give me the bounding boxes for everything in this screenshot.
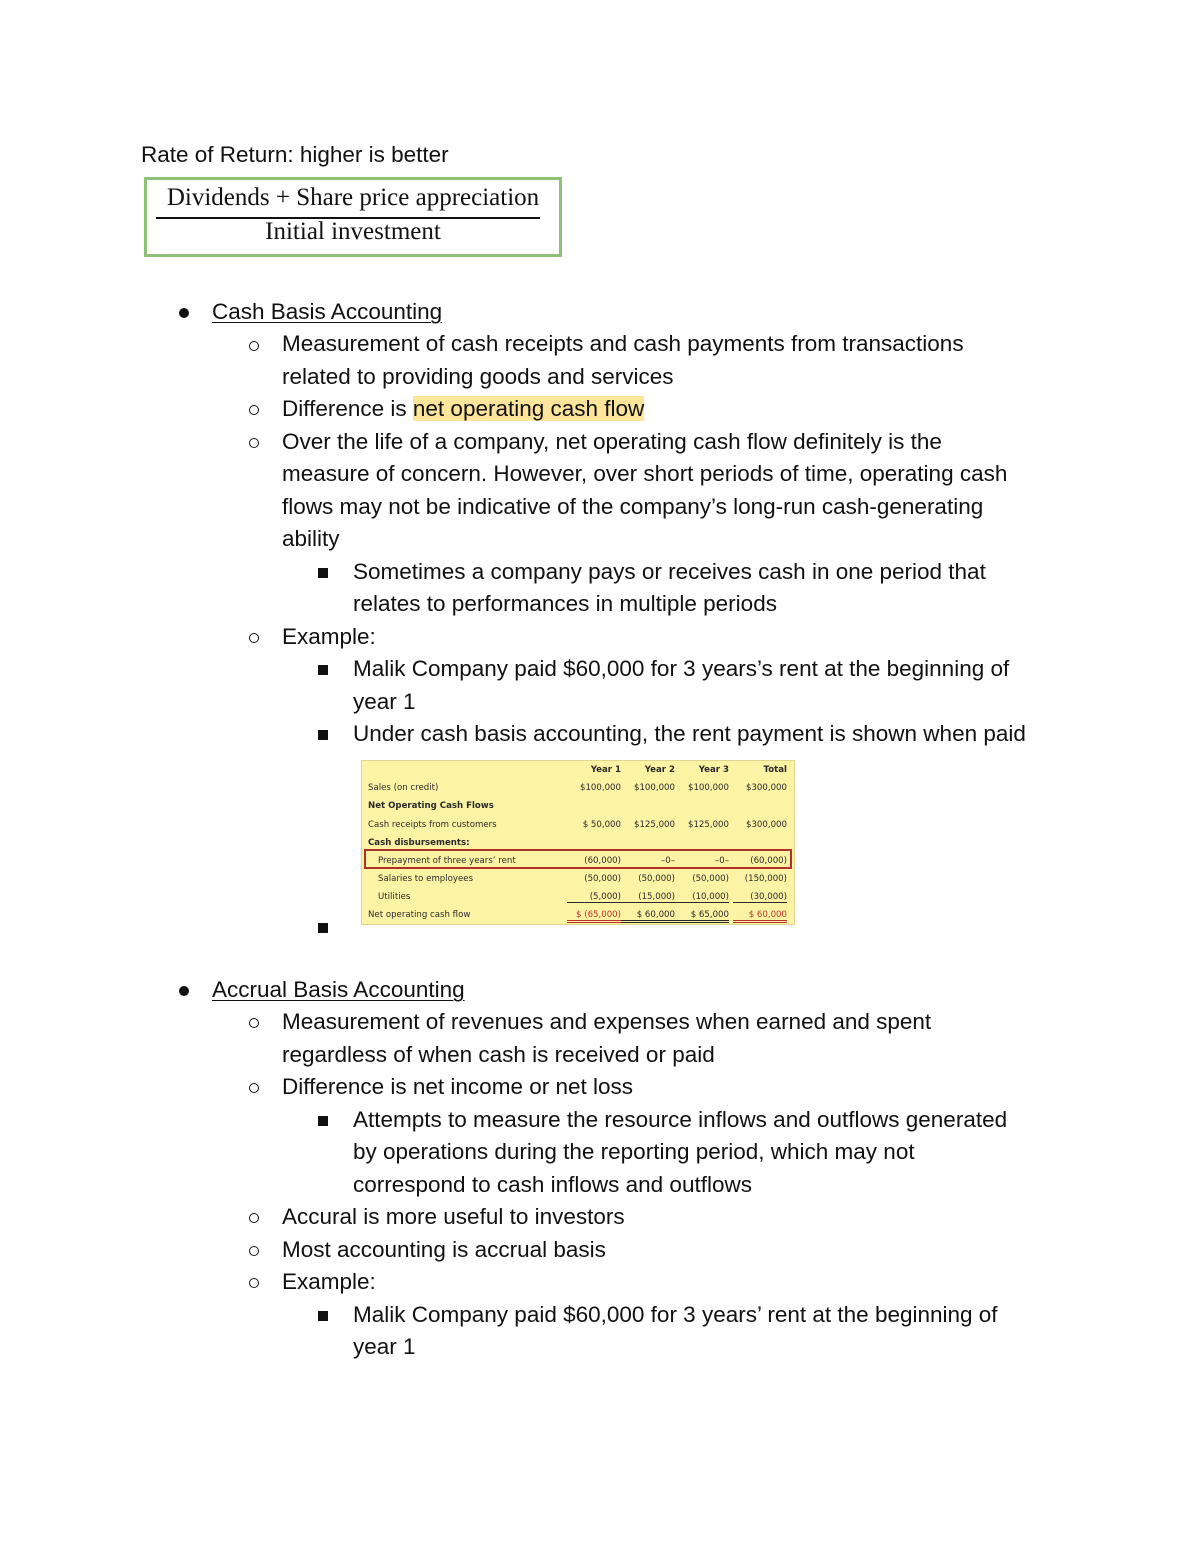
- table-cell: $100,000: [633, 783, 675, 793]
- table-cell: (50,000): [692, 874, 729, 884]
- table-cell: $ 60,000: [621, 910, 675, 923]
- table-cell: (15,000): [621, 892, 675, 903]
- circle-bullet: [249, 1278, 259, 1288]
- table-cell: $ (65,000): [567, 910, 621, 923]
- list-item-cont: regardless of when cash is received or paid: [282, 1042, 715, 1067]
- list-item: Example:: [282, 624, 376, 649]
- list-item-cont: by operations during the reporting period, which may not: [353, 1139, 915, 1164]
- list-item: Malik Company paid $60,000 for 3 years’s rent at the beginning of: [353, 656, 1010, 681]
- table-cell: $ 65,000: [675, 910, 729, 923]
- table-row-label: Salaries to employees: [378, 874, 474, 884]
- table-row-label: Cash receipts from customers: [368, 820, 497, 830]
- circle-bullet: [249, 1246, 259, 1256]
- list-item: Over the life of a company, net operating cash flow definitely is the: [282, 429, 942, 454]
- list-item: Measurement of revenues and expenses when earned and spent: [282, 1009, 932, 1034]
- table-cell: –0–: [660, 856, 675, 866]
- table-cell: $ 60,000: [733, 910, 787, 923]
- list-item: Under cash basis accounting, the rent payment is shown when paid: [353, 721, 1026, 746]
- circle-bullet: [249, 1213, 259, 1223]
- list-item-cont: correspond to cash inflows and outflows: [353, 1172, 752, 1197]
- list-item-cont: measure of concern. However, over short periods of time, operating cash: [282, 461, 1008, 486]
- list-item-cont: related to providing goods and services: [282, 364, 674, 389]
- table-header: Year 1: [590, 765, 621, 775]
- table-cell: $300,000: [745, 820, 787, 830]
- formula-numerator: Dividends + Share price appreciation: [166, 184, 540, 211]
- table-cell: (50,000): [638, 874, 675, 884]
- table-cell: (60,000): [584, 856, 621, 866]
- square-bullet: [318, 568, 328, 578]
- table-cell: (50,000): [584, 874, 621, 884]
- list-item: Accural is more useful to investors: [282, 1204, 625, 1229]
- list-item: Measurement of cash receipts and cash payments from transactions: [282, 331, 964, 356]
- list-item: Example:: [282, 1269, 376, 1294]
- page-heading: Rate of Return: higher is better: [141, 142, 449, 167]
- rate-of-return-formula: [144, 177, 562, 257]
- list-item: [282, 393, 644, 426]
- highlighted-term: net operating cash flow: [412, 396, 645, 421]
- table-header: Year 2: [644, 765, 675, 775]
- list-item: Most accounting is accrual basis: [282, 1237, 606, 1262]
- square-bullet: [318, 923, 328, 933]
- table-cell: $125,000: [687, 820, 729, 830]
- table-cell: (150,000): [744, 874, 787, 884]
- list-item: Attempts to measure the resource inflows and outflows generated: [353, 1107, 1008, 1132]
- square-bullet: [318, 665, 328, 675]
- table-cell: $100,000: [579, 783, 621, 793]
- list-item: Difference is net income or net loss: [282, 1074, 634, 1099]
- disc-bullet: [179, 308, 189, 318]
- circle-bullet: [249, 1018, 259, 1028]
- table-cell: (10,000): [675, 892, 729, 903]
- table-row-label: Prepayment of three years’ rent: [378, 856, 516, 866]
- circle-bullet: [249, 438, 259, 448]
- formula-denominator: Initial investment: [265, 218, 441, 245]
- accrual-basis-title: Accrual Basis Accounting: [212, 977, 465, 1002]
- table-cell: (60,000): [750, 856, 787, 866]
- table-cell: (30,000): [733, 892, 787, 903]
- list-item: Malik Company paid $60,000 for 3 years’ rent at the beginning of: [353, 1302, 998, 1327]
- circle-bullet: [249, 633, 259, 643]
- table-cell: $300,000: [745, 783, 787, 793]
- circle-bullet: [249, 341, 259, 351]
- table-header: Total: [763, 765, 787, 775]
- table-row-label: Net Operating Cash Flows: [368, 801, 494, 811]
- table-cell: –0–: [714, 856, 729, 866]
- list-item: Sometimes a company pays or receives cash in one period that: [353, 559, 986, 584]
- disc-bullet: [179, 986, 189, 996]
- table-header: Year 3: [698, 765, 729, 775]
- table-row-label: Sales (on credit): [368, 783, 439, 793]
- list-item-cont: ability: [282, 526, 340, 551]
- circle-bullet: [249, 405, 259, 415]
- list-item-cont: year 1: [353, 1334, 416, 1359]
- list-item-cont: relates to performances in multiple periods: [353, 591, 777, 616]
- list-item-cont: flows may not be indicative of the company’s long-run cash-generating: [282, 494, 984, 519]
- cash-basis-title: Cash Basis Accounting: [212, 299, 443, 324]
- table-cell: $100,000: [687, 783, 729, 793]
- table-row-label: Cash disbursements:: [368, 838, 470, 848]
- table-cell: $125,000: [633, 820, 675, 830]
- square-bullet: [318, 1311, 328, 1321]
- table-row-label: Utilities: [378, 892, 411, 902]
- list-item-cont: year 1: [353, 689, 416, 714]
- square-bullet: [318, 1116, 328, 1126]
- cash-flow-table-image: [361, 760, 795, 925]
- square-bullet: [318, 730, 328, 740]
- circle-bullet: [249, 1083, 259, 1093]
- table-cell: (5,000): [567, 892, 621, 903]
- table-cell: $ 50,000: [582, 820, 621, 830]
- table-row-label: Net operating cash flow: [368, 910, 471, 920]
- item-prefix: Difference is: [282, 396, 413, 421]
